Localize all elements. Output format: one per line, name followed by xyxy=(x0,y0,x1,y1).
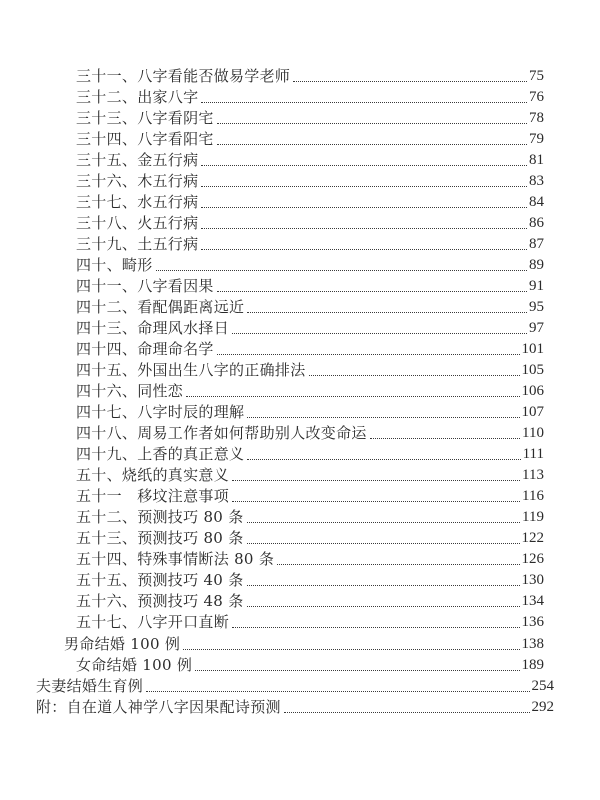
toc-page-number: 91 xyxy=(529,278,544,294)
toc-row xyxy=(76,381,544,401)
dot-leader xyxy=(217,144,527,145)
toc-page-number: 78 xyxy=(529,110,544,126)
dot-leader xyxy=(247,417,519,418)
toc-entry-title: 夫妻结婚生育例 xyxy=(36,677,144,695)
toc-row xyxy=(76,297,544,317)
toc-row xyxy=(76,66,544,86)
dot-leader xyxy=(195,670,519,671)
dot-leader xyxy=(247,459,520,460)
toc-entry-title: 女命结婚 100 例 xyxy=(76,656,193,674)
dot-leader xyxy=(309,375,520,376)
toc-entry-title: 四十一、八字看因果 xyxy=(76,277,214,295)
toc-row xyxy=(76,507,544,527)
dot-leader xyxy=(247,522,521,523)
dot-leader xyxy=(201,186,527,187)
toc-entry-title: 五十六、预测技巧 48 条 xyxy=(76,592,244,610)
toc-page-number: 97 xyxy=(529,320,544,336)
toc-row xyxy=(76,549,544,569)
toc-page-number: 292 xyxy=(531,699,554,715)
toc-row xyxy=(76,129,544,149)
toc-row xyxy=(76,234,544,254)
toc-row xyxy=(76,465,544,485)
toc-entry-title: 四十三、命理风水择日 xyxy=(76,319,230,337)
toc-page-number: 105 xyxy=(521,362,544,378)
dot-leader xyxy=(247,312,527,313)
toc-row xyxy=(76,360,544,380)
toc-entry-title: 四十四、命理命名学 xyxy=(76,340,214,358)
toc-entry-title: 四十八、周易工作者如何帮助别人改变命运 xyxy=(76,424,367,442)
toc-row xyxy=(64,634,544,654)
dot-leader xyxy=(232,627,519,628)
toc-page-number: 189 xyxy=(521,657,544,673)
toc-row xyxy=(76,570,544,590)
dot-leader xyxy=(201,102,527,103)
toc-page-number: 106 xyxy=(521,383,544,399)
dot-leader xyxy=(370,438,520,439)
toc-entry-title: 四十七、八字时辰的理解 xyxy=(76,403,245,421)
toc-page-number: 122 xyxy=(521,530,544,546)
toc-page-number: 75 xyxy=(529,68,544,84)
toc-row xyxy=(76,108,544,128)
toc-row xyxy=(76,87,544,107)
dot-leader xyxy=(186,396,519,397)
toc-page-number: 113 xyxy=(522,467,544,483)
toc-page-number: 136 xyxy=(521,614,544,630)
dot-leader xyxy=(201,207,527,208)
toc-entry-title: 五十七、八字开口直断 xyxy=(76,613,230,631)
toc-entry-title: 附：自在道人神学八字因果配诗预测 xyxy=(36,698,281,716)
toc-page-number: 101 xyxy=(521,341,544,357)
toc-entry-title: 三十四、八字看阳宅 xyxy=(76,130,214,148)
dot-leader xyxy=(293,81,527,82)
toc-page-number: 134 xyxy=(521,593,544,609)
toc-entry-title: 四十九、上香的真正意义 xyxy=(76,445,245,463)
toc-row xyxy=(76,423,544,443)
toc-page-number: 254 xyxy=(531,678,554,694)
toc-entry-title: 三十二、出家八字 xyxy=(76,88,199,106)
toc-page-number: 126 xyxy=(521,551,544,567)
toc-page-number: 76 xyxy=(529,89,544,105)
toc-entry-title: 三十五、金五行病 xyxy=(76,151,199,169)
dot-leader xyxy=(277,564,519,565)
dot-leader xyxy=(156,270,527,271)
toc-row xyxy=(76,528,544,548)
toc-entry-title: 三十一、八字看能否做易学老师 xyxy=(76,67,291,85)
dot-leader xyxy=(201,228,527,229)
toc-entry-title: 三十三、八字看阴宅 xyxy=(76,109,214,127)
toc-entry-title: 四十六、同性恋 xyxy=(76,382,184,400)
toc-row xyxy=(76,591,544,611)
toc-entry-title: 四十二、看配偶距离远近 xyxy=(76,298,245,316)
dot-leader xyxy=(217,291,527,292)
dot-leader xyxy=(232,480,520,481)
toc-page-number: 86 xyxy=(529,215,544,231)
toc-row xyxy=(76,318,544,338)
toc-row xyxy=(36,676,554,696)
toc-entry-title: 四十五、外国出生八字的正确排法 xyxy=(76,361,306,379)
dot-leader xyxy=(201,249,527,250)
dot-leader xyxy=(247,543,520,544)
toc-row xyxy=(76,339,544,359)
toc-entry-title: 三十八、火五行病 xyxy=(76,214,199,232)
toc-page-number: 89 xyxy=(529,257,544,273)
toc-page-number: 79 xyxy=(529,131,544,147)
toc-row xyxy=(76,276,544,296)
toc-entry-title: 四十、畸形 xyxy=(76,256,153,274)
toc-page-number: 110 xyxy=(522,425,544,441)
dot-leader xyxy=(217,123,527,124)
toc-page-number: 119 xyxy=(522,509,544,525)
dot-leader xyxy=(247,585,520,586)
toc-entry-title: 三十六、木五行病 xyxy=(76,172,199,190)
dot-leader xyxy=(201,165,527,166)
toc-page-number: 116 xyxy=(522,488,544,504)
toc-row xyxy=(76,171,544,191)
toc-entry-title: 五十五、预测技巧 40 条 xyxy=(76,571,244,589)
toc-row xyxy=(76,213,544,233)
toc-entry-title: 五十三、预测技巧 80 条 xyxy=(76,529,244,547)
toc-row xyxy=(76,444,544,464)
toc-page-number: 84 xyxy=(529,194,544,210)
toc-row xyxy=(76,486,544,506)
dot-leader xyxy=(247,606,520,607)
toc-row xyxy=(76,150,544,170)
toc-page-number: 111 xyxy=(522,446,544,462)
toc-entry-title: 五十、烧纸的真实意义 xyxy=(76,466,230,484)
toc-entry-title: 三十九、土五行病 xyxy=(76,235,199,253)
toc-entry-title: 五十四、特殊事情断法 80 条 xyxy=(76,550,275,568)
dot-leader xyxy=(232,333,527,334)
dot-leader xyxy=(183,649,519,650)
toc-row xyxy=(36,697,554,717)
toc-entry-title: 三十七、水五行病 xyxy=(76,193,199,211)
toc-entry-title: 五十一 移坟注意事项 xyxy=(76,487,230,505)
toc-row xyxy=(76,192,544,212)
dot-leader xyxy=(217,354,520,355)
toc-page-number: 107 xyxy=(521,404,544,420)
toc-page-number: 95 xyxy=(529,299,544,315)
dot-leader xyxy=(146,691,529,692)
toc-entry-title: 五十二、预测技巧 80 条 xyxy=(76,508,244,526)
toc-row xyxy=(76,612,544,632)
dot-leader xyxy=(232,501,520,502)
toc-page-number: 81 xyxy=(529,152,544,168)
toc-page-number: 138 xyxy=(521,636,544,652)
toc-row xyxy=(76,402,544,422)
toc-row xyxy=(76,655,544,675)
dot-leader xyxy=(284,712,530,713)
toc-row xyxy=(76,255,544,275)
toc-page-number: 130 xyxy=(521,572,544,588)
toc-page-number: 83 xyxy=(529,173,544,189)
toc-entry-title: 男命结婚 100 例 xyxy=(64,635,181,653)
toc-page-number: 87 xyxy=(529,236,544,252)
